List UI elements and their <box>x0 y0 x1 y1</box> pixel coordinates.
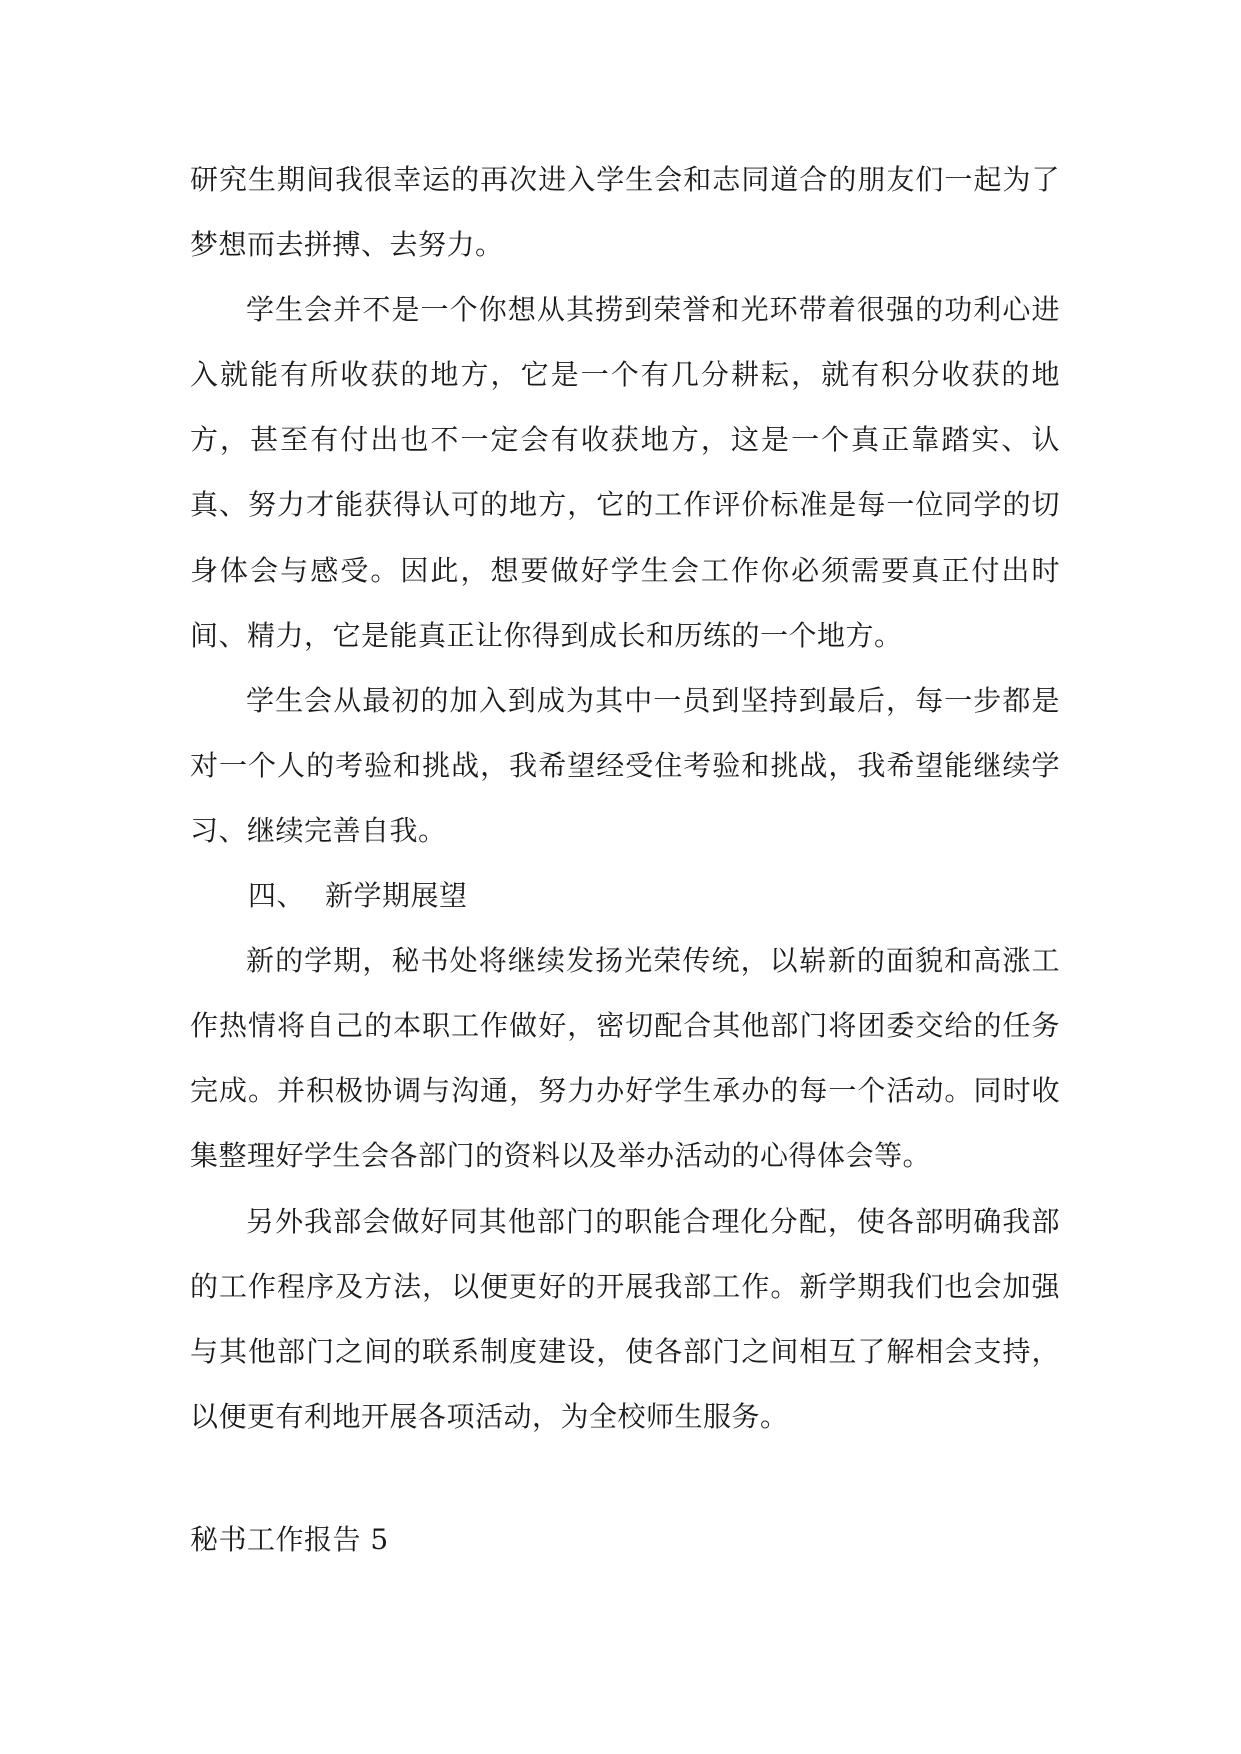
section-heading-number: 四、 <box>248 879 306 913</box>
paragraph-continued: 研究生期间我很幸运的再次进入学生会和志同道合的朋友们一起为了梦想而去拼搏、去努力。 <box>190 163 1060 262</box>
paragraph-persistence: 学生会从最初的加入到成为其中一员到坚持到最后，每一步都是对一个人的考验和挑战，我希望经受住考验和挑战，我希望能继续学习、继续完善自我。 <box>190 683 1060 847</box>
paragraph-department-plan: 另外我部会做好同其他部门的职能合理化分配，使各部明确我部的工作程序及方法，以便更好的开展我部工作。新学期我们也会加强与其他部门之间的联系制度建设，使各部门之间相互了解相会支持，以便更有利地开展各项活动，为全校师生服务。 <box>190 1204 1060 1433</box>
document-body <box>190 147 1060 1449</box>
paragraph-student-union: 学生会并不是一个你想从其捞到荣誉和光环带着很强的功利心进入就能有所收获的地方，它是一个有几分耕耘，就有积分收获的地方，甚至有付出也不一定会有收获地方，这是一个真正靠踏实、认真、努力才能获得认可的地方，它的工作评价标准是每一位同学的切身体会与感受。因此，想要做好学生会工作你必须需要真正付出时间、精力，它是能真正让你得到成长和历练的一个地方。 <box>190 293 1060 652</box>
paragraph-new-semester: 新的学期，秘书处将继续发扬光荣传统，以崭新的面貌和高涨工作热情将自己的本职工作做好，密切配合其他部门将团委交给的任务完成。并积极协调与沟通，努力办好学生承办的每一个活动。同时收集整理好学生会各部门的资料以及举办活动的心得体会等。 <box>190 944 1060 1173</box>
next-section-title: 秘书工作报告 5 <box>190 1523 389 1556</box>
section-heading-text: 新学期展望 <box>325 879 468 913</box>
section-heading <box>190 863 1060 928</box>
